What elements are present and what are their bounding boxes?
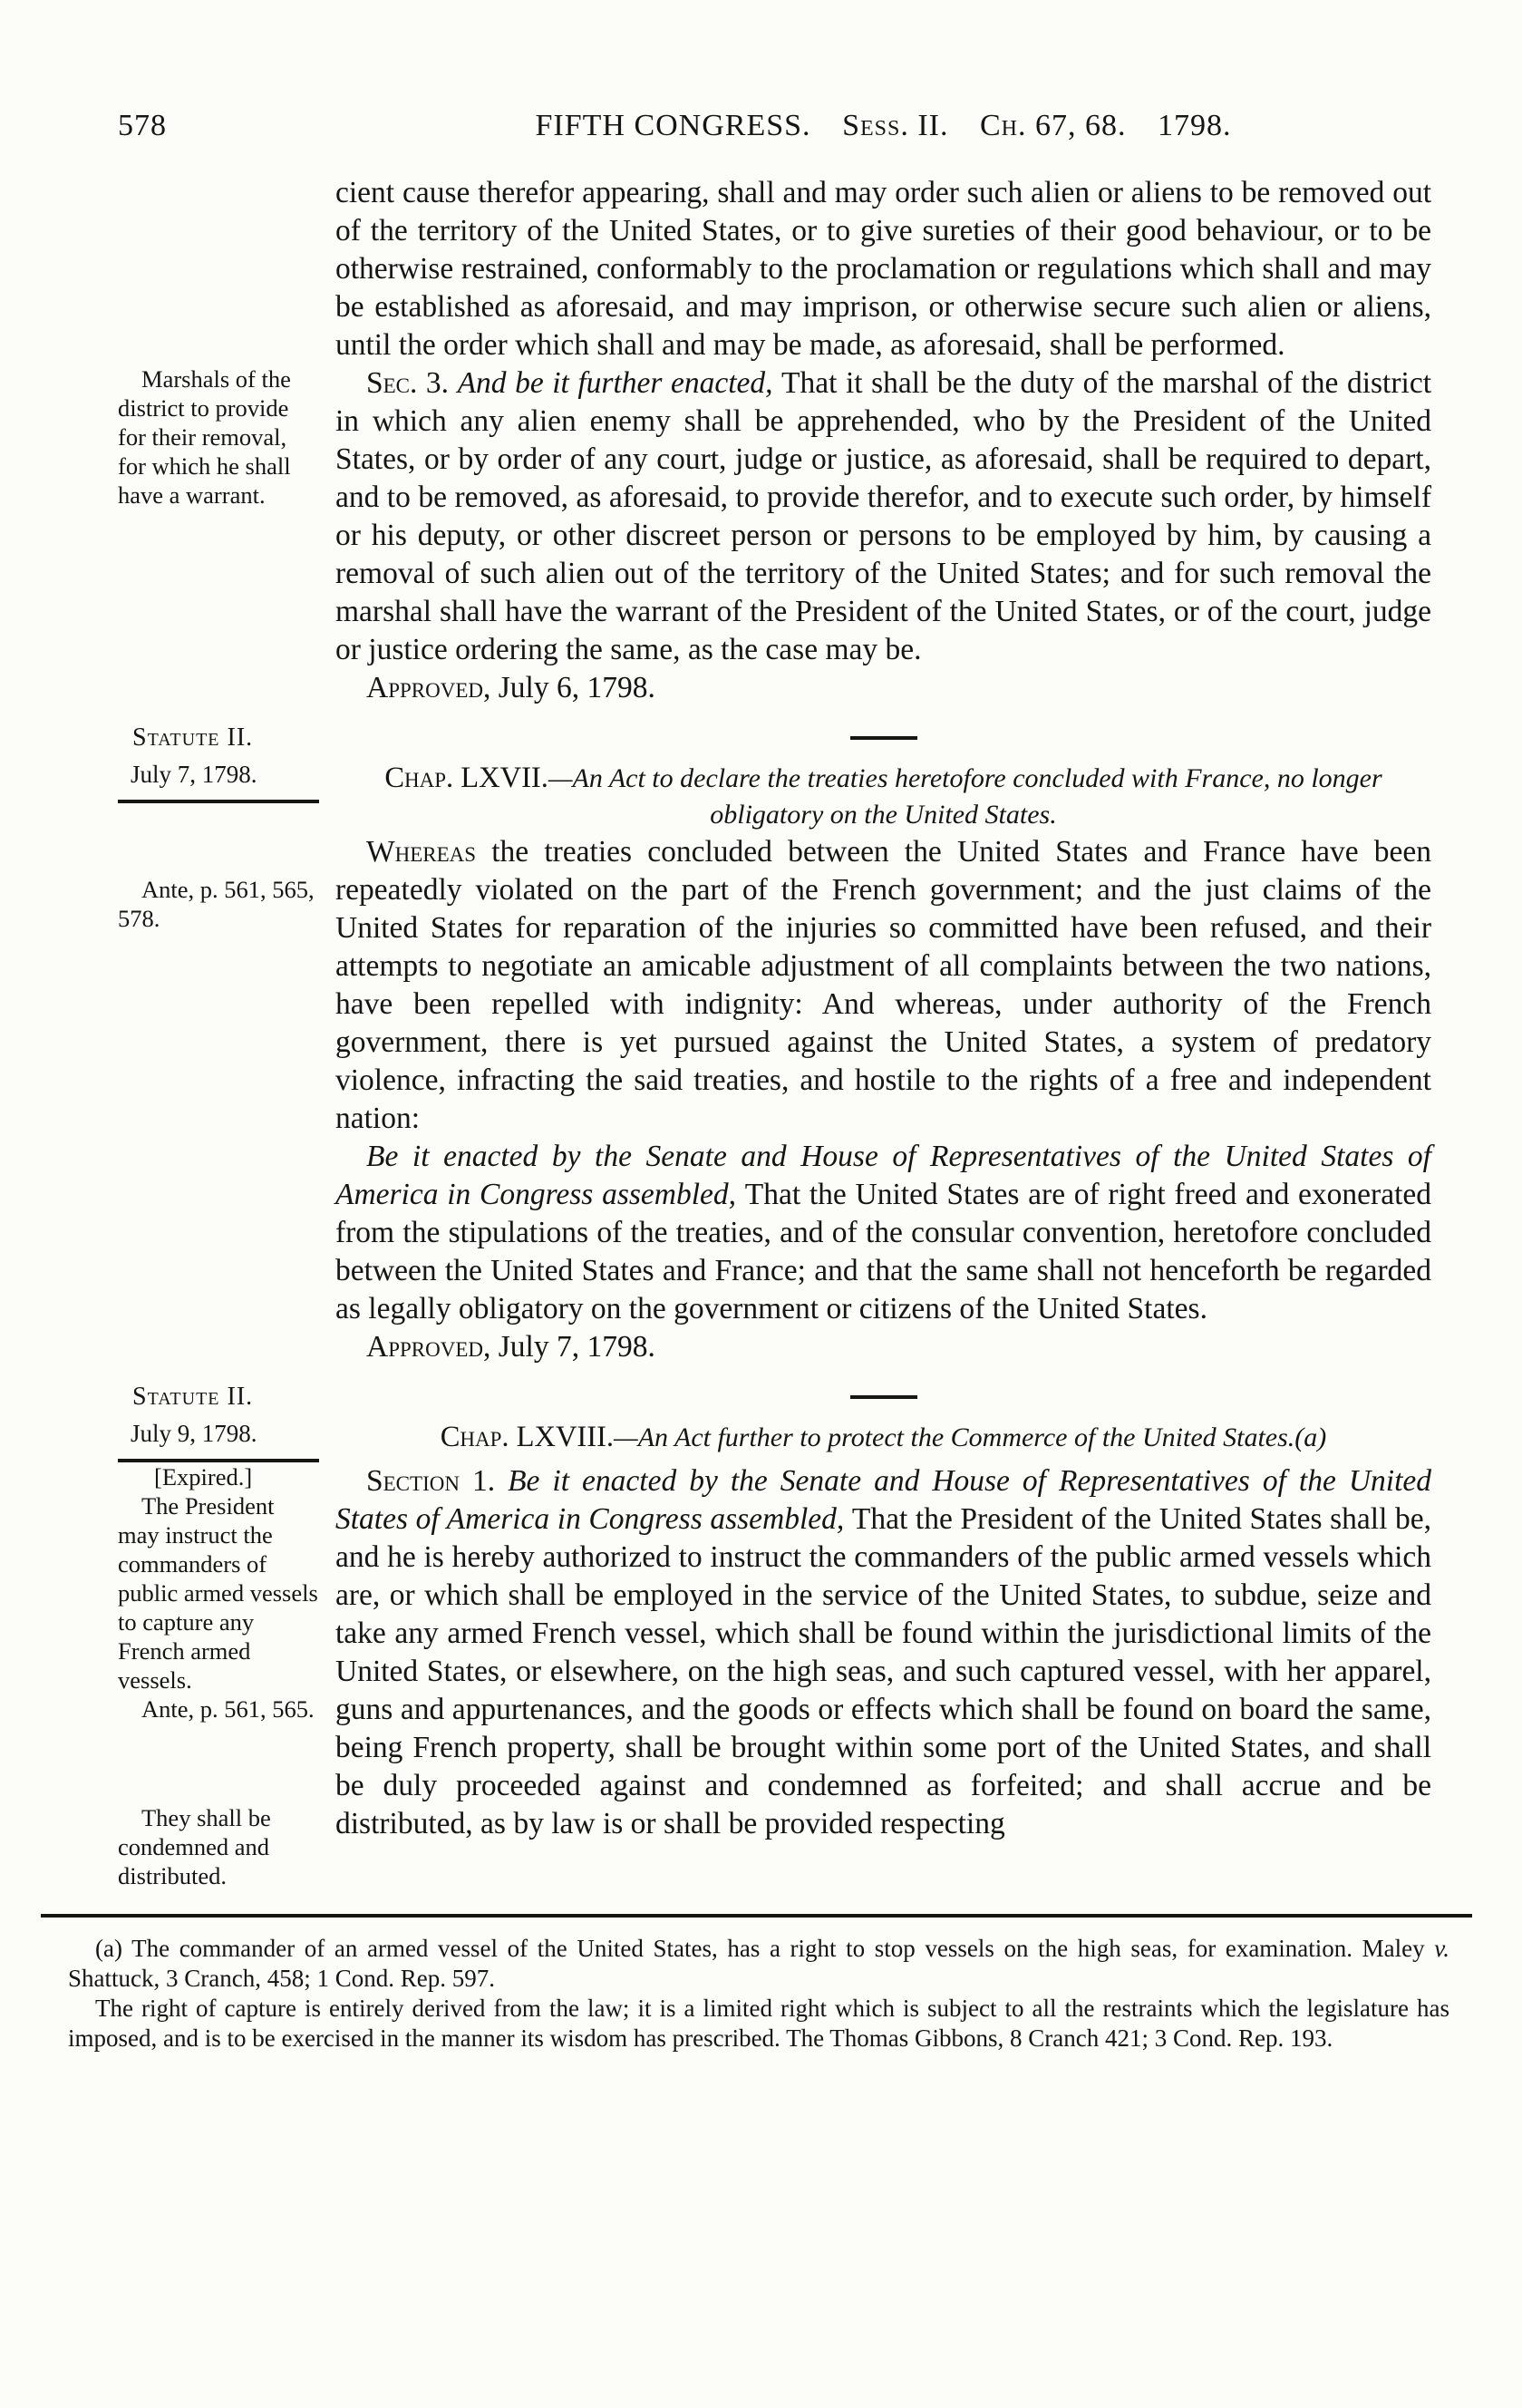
section-divider-rule <box>850 736 917 740</box>
statute-rule-cell-67 <box>335 723 1431 740</box>
chap67-heading-row <box>118 760 1431 833</box>
running-head-year: 1798. <box>1158 109 1232 142</box>
statute-divider-67 <box>118 723 1431 752</box>
margin-note-marshals: Marshals of the district to provide for their removal, for which he shall have a warrant. <box>118 365 291 509</box>
chap68-body <box>335 1462 1431 1843</box>
chap67-body-block <box>118 833 1431 1366</box>
running-head <box>335 109 1431 143</box>
margin-note-condemned: They shall be condemned and distributed. <box>118 1804 271 1889</box>
section-divider-rule <box>850 1395 917 1399</box>
running-head-chapter: Ch. 67, 68. <box>979 109 1127 142</box>
enacting-paragraph-67: Be it enacted by the Senate and House of Representatives of the United States of America in Congress assembled, That the United States are of right freed and exonerated from the stipulations of the treaties, and of the consular convention, heretofore concluded between the United States and France; and that the same shall not henceforth be regarded as legally obligatory on the government or citizens of the United States. <box>335 1140 1431 1325</box>
chap67-margin-date-cell <box>118 760 335 803</box>
page-number: 578 <box>118 109 167 142</box>
sec3-body <box>335 364 1431 707</box>
statute-rule-cell-68 <box>335 1383 1431 1399</box>
running-head-session: Sess. II. <box>842 109 949 142</box>
footnote-paragraph-2: The right of capture is entirely derived from the law; it is a limited right which is subject to all the restraints which the legislature has imposed, and is to be exercised in the manner its wisdom has prescribed. The Thomas Gibbons, 8 Cranch 421; 3 Cond. Rep. 193. <box>68 1995 1449 2052</box>
chap67-margin-notes <box>118 833 335 933</box>
whereas-paragraph: Whereas the treaties concluded between the United States and France have been repeatedly violated on the part of the French government; and the just claims of the United States for reparation of the injuries so committed have been refused, and their attempts to negotiate an amicable adjustment of all complaints between the two nations, have been repelled with indignity: And whereas, under authority of the French government, there is yet pursued against the United States, a system of predatory violence, infracting the said treaties, and hostile to the rights of a free and independent nation: <box>335 835 1431 1135</box>
sec3-block <box>118 364 1431 707</box>
chap68-margin-notes <box>118 1462 335 1890</box>
running-head-congress: FIFTH CONGRESS. <box>535 109 811 142</box>
page-header <box>118 109 1431 143</box>
margin-note-president: The President may instruct the commanders of public armed vessels to capture any French armed vessels. <box>118 1492 318 1694</box>
chap68-body-block <box>118 1462 1431 1890</box>
margin-note-expired: [Expired.] <box>154 1463 253 1490</box>
statute-label-68: Statute II. <box>132 1383 254 1411</box>
margin-date-july9: July 9, 1798. <box>118 1419 319 1462</box>
sec3-margin <box>118 364 335 510</box>
section1-paragraph: Section 1. Be it enacted by the Senate and House of Representatives of the United States of America in Congress assembled, That the President of the United States shall be, and he is hereby authorized to instruct the commanders of the public armed vessels which are, or which shall be employed in the service of the United States, to subdue, seize and take any armed French vessel, which shall be found within the jurisdictional limits of the United States, or elsewhere, on the high seas, and such captured vessel, with her apparel, guns and appurtenances, and the goods or effects which shall be found on board the same, being French property, shall be brought within some port of the United States, and shall be duly proceeded against and condemned as forfeited; and shall accrue and be distributed, as by law is or shall be provided respecting <box>335 1464 1431 1840</box>
chap67-heading: Chap. LXVII.—An Act to declare the treaties heretofore concluded with France, no longer obligatory on the United States. <box>384 762 1382 830</box>
continuation-block <box>118 174 1431 364</box>
chap68-heading-row <box>118 1419 1431 1462</box>
footnote <box>68 1934 1449 2054</box>
statute-label-67: Statute II. <box>132 723 254 752</box>
chap68-margin-date-cell <box>118 1419 335 1462</box>
margin-date-july7: July 7, 1798. <box>118 760 319 803</box>
chap68-heading-cell <box>335 1419 1431 1456</box>
margin-note-ante-67: Ante, p. 561, 565, 578. <box>118 876 315 932</box>
continuation-body <box>335 174 1431 364</box>
chap67-heading-cell <box>335 760 1431 833</box>
sec3-paragraph: Sec. 3. And be it further enacted, That it shall be the duty of the marshal of the district in which any alien enemy shall be apprehended, who by the President of the United States, or by order of any court, judge or justice, as aforesaid, shall be required to depart, and to be removed, as aforesaid, to provide therefor, and to execute such order, by himself or his deputy, or other discreet person or persons to be employed by him, by causing a removal of such alien out of the territory of the United States; and for such removal the marshal shall have the warrant of the President of the United States, or of the court, judge or justice ordering the same, as the case may be. <box>335 366 1431 666</box>
approved-line-july7: Approved, July 7, 1798. <box>366 1330 655 1364</box>
chap67-body <box>335 833 1431 1366</box>
margin-note-ante-68: Ante, p. 561, 565. <box>141 1695 315 1723</box>
footnote-separator-rule <box>41 1914 1472 1918</box>
statute-divider-68 <box>118 1383 1431 1412</box>
continuation-paragraph: cient cause therefor appearing, shall and may order such alien or aliens to be removed out of the territory of the United States, or to give sureties of their good behaviour, or to be otherwise restrained, conformably to the proclamation or regulations which shall and may be established as aforesaid, and may imprison, or otherwise secure such alien or aliens, until the order which shall and may be made, as aforesaid, shall be performed. <box>335 176 1431 362</box>
approved-line-july6: Approved, July 6, 1798. <box>366 671 655 704</box>
footnote-paragraph-1: (a) The commander of an armed vessel of the United States, has a right to stop vessels on the high seas, for examination. Maley v. Shattuck, 3 Cranch, 458; 1 Cond. Rep. 597. <box>68 1935 1449 1992</box>
chap68-heading: Chap. LXVIII.—An Act further to protect the Commerce of the United States.(a) <box>440 1421 1327 1453</box>
